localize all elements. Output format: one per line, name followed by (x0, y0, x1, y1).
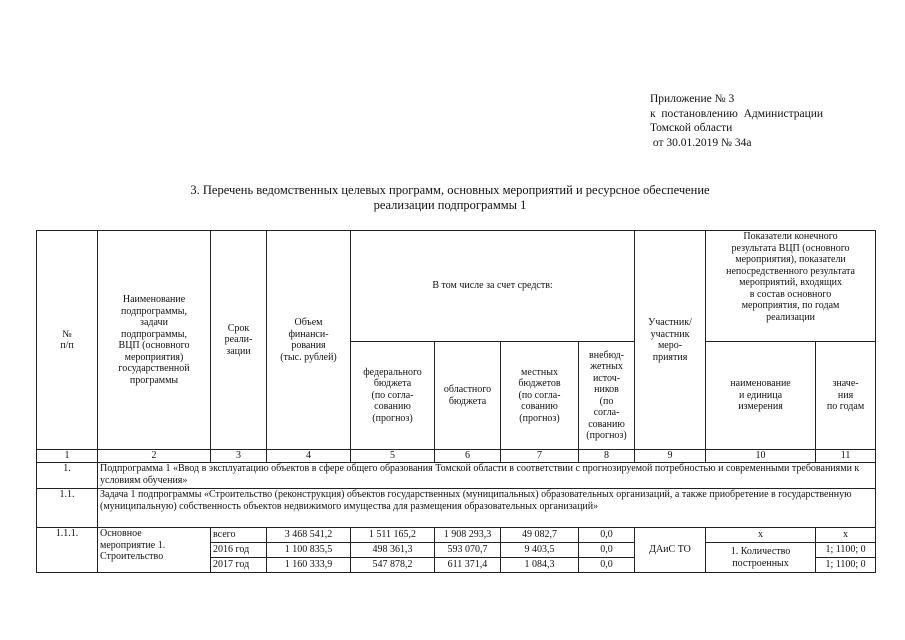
appendix-line: Приложение № 3 (650, 93, 735, 105)
header-term: Срок реали- зации (211, 231, 267, 450)
row-num: 1.1.1. (37, 528, 98, 573)
value-cell: 1; 1100; 0 (816, 543, 876, 558)
header-indicator-value: значе- ния по годам (816, 342, 876, 450)
header-row (37, 231, 876, 342)
activity-name: Основное мероприятие 1. Строительство (98, 528, 211, 573)
appendix-line: к постановлению Администрации (650, 107, 824, 120)
header-participant: Участник/ участник меро- приятия (635, 231, 706, 450)
federal-cell: 547 878,2 (351, 558, 435, 573)
column-number: 1 (37, 450, 98, 463)
extra-cell: 0,0 (579, 558, 635, 573)
subprogram-row (37, 463, 876, 489)
subprogram-text: Подпрограмма 1 «Ввод в эксплуатацию объектов в сфере общего образования Томской области в соответствии с прогнозируемой потребностью и современными требованиями к условиям обучения» (98, 463, 876, 489)
document-title (120, 183, 780, 213)
column-number: 2 (98, 450, 211, 463)
program-table (36, 230, 876, 573)
column-number: 7 (501, 450, 579, 463)
column-number: 6 (435, 450, 501, 463)
volume-cell: 1 100 835,5 (267, 543, 351, 558)
task-row (37, 489, 876, 528)
column-number: 5 (351, 450, 435, 463)
extra-cell: 0,0 (579, 543, 635, 558)
regional-cell: 1 908 293,3 (435, 528, 501, 543)
appendix-block (650, 92, 823, 150)
year-label: 2017 год (211, 558, 267, 573)
title-line: реализации подпрограммы 1 (373, 198, 527, 212)
indicator-x-cell: x (706, 528, 816, 543)
column-number: 11 (816, 450, 876, 463)
column-number-row (37, 450, 876, 463)
column-number: 10 (706, 450, 816, 463)
column-number: 8 (579, 450, 635, 463)
header-regional: областного бюджета (435, 342, 501, 450)
activity-row-total (37, 528, 876, 543)
row-num: 1.1. (37, 489, 98, 528)
row-num: 1. (37, 463, 98, 489)
column-number: 9 (635, 450, 706, 463)
header-sources: В том числе за счет средств: (351, 231, 635, 342)
regional-cell: 611 371,4 (435, 558, 501, 573)
volume-cell: 3 468 541,2 (267, 528, 351, 543)
local-cell: 1 084,3 (501, 558, 579, 573)
header-indicator-name: наименование и единица измерения (706, 342, 816, 450)
extra-cell: 0,0 (579, 528, 635, 543)
participant-cell: ДАиС ТО (635, 528, 706, 573)
header-indicators: Показатели конечного результата ВЦП (основного мероприятия), показатели непосредственного результата мероприятий, входящих в состав основного мероприятия, по годам реализации (706, 231, 876, 342)
header-local: местных бюджетов (по согла- сованию (прогноз) (501, 342, 579, 450)
header-name: Наименование подпрограммы, задачи подпрограммы, ВЦП (основного мероприятия) государственной программы (98, 231, 211, 450)
task-text: Задача 1 подпрограммы «Строительство (реконструкция) объектов государственных (муниципальных) образовательных организаций, а также приобретение в государственную (муниципальную) собственность объектов недвижимого имущества для размещения образовательных организаций» (98, 489, 876, 528)
column-number: 4 (267, 450, 351, 463)
year-label: всего (211, 528, 267, 543)
federal-cell: 1 511 165,2 (351, 528, 435, 543)
header-federal: федерального бюджета (по согла- сованию (прогноз) (351, 342, 435, 450)
header-extra: внебюд- жетных источ- ников (по согла- сованию (прогноз) (579, 342, 635, 450)
value-x-cell: x (816, 528, 876, 543)
value-cell: 1; 1100; 0 (816, 558, 876, 573)
indicator-name-cell: 1. Количество построенных (706, 543, 816, 573)
regional-cell: 593 070,7 (435, 543, 501, 558)
appendix-line: от 30.01.2019 № 34а (650, 136, 752, 149)
title-line: 3. Перечень ведомственных целевых программ, основных мероприятий и ресурсное обеспечение (190, 183, 710, 197)
header-num: № п/п (37, 231, 98, 450)
federal-cell: 498 361,3 (351, 543, 435, 558)
local-cell: 9 403,5 (501, 543, 579, 558)
year-label: 2016 год (211, 543, 267, 558)
volume-cell: 1 160 333,9 (267, 558, 351, 573)
appendix-line: Томской области (650, 122, 733, 134)
local-cell: 49 082,7 (501, 528, 579, 543)
header-volume: Объем финанси- рования (тыс. рублей) (267, 231, 351, 450)
column-number: 3 (211, 450, 267, 463)
